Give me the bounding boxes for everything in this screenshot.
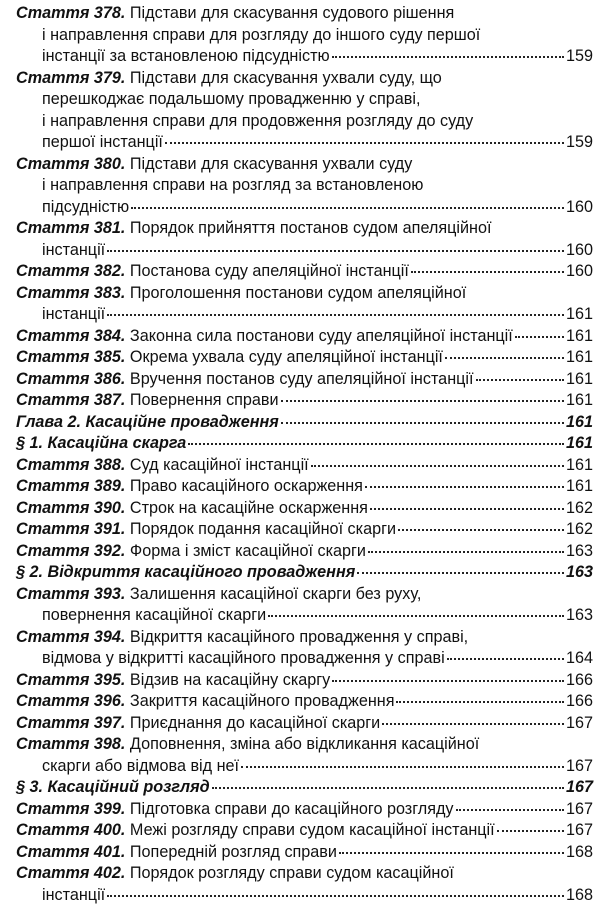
dot-leader bbox=[445, 357, 564, 359]
entry-title: і направлення справи на розгляд за встановленою bbox=[42, 175, 423, 197]
page-number: 167 bbox=[566, 777, 590, 799]
toc-line bbox=[16, 390, 590, 412]
entry-title: Постанова суду апеляційної інстанції bbox=[130, 261, 409, 283]
dot-leader bbox=[107, 250, 564, 252]
entry-title: Підстави для скасування ухвали суду bbox=[130, 154, 412, 176]
entry-title: повернення касаційної скарги bbox=[42, 605, 266, 627]
toc-entry bbox=[16, 347, 590, 369]
dot-leader bbox=[398, 529, 564, 531]
toc-line bbox=[16, 541, 590, 563]
article-label: Стаття 385. bbox=[16, 347, 125, 369]
toc-entry bbox=[16, 476, 590, 498]
dot-leader bbox=[357, 572, 564, 574]
dot-leader bbox=[456, 809, 565, 811]
article-label: Стаття 387. bbox=[16, 390, 125, 412]
toc-entry bbox=[16, 519, 590, 541]
page-number: 159 bbox=[566, 132, 590, 154]
entry-title: і направлення справи для продовження розгляду до суду bbox=[42, 111, 473, 133]
toc-line bbox=[16, 627, 590, 649]
toc-line bbox=[16, 175, 590, 197]
toc-line bbox=[16, 304, 590, 326]
toc-line bbox=[16, 412, 590, 434]
entry-title: Порядок подання касаційної скарги bbox=[130, 519, 396, 541]
article-label: Стаття 391. bbox=[16, 519, 125, 541]
dot-leader bbox=[447, 658, 564, 660]
toc-line bbox=[16, 455, 590, 477]
toc-line bbox=[16, 799, 590, 821]
toc-line bbox=[16, 777, 590, 799]
article-label: Стаття 381. bbox=[16, 218, 125, 240]
toc-line bbox=[16, 605, 590, 627]
toc-line bbox=[16, 283, 590, 305]
article-label: Стаття 378. bbox=[16, 3, 125, 25]
page-number: 163 bbox=[566, 562, 590, 584]
dot-leader bbox=[365, 486, 564, 488]
toc-line bbox=[16, 820, 590, 842]
toc-entry bbox=[16, 326, 590, 348]
entry-title: Строк на касаційне оскарження bbox=[130, 498, 368, 520]
entry-title: Право касаційного оскарження bbox=[130, 476, 363, 498]
toc-line bbox=[16, 197, 590, 219]
toc-line bbox=[16, 46, 590, 68]
page-number: 167 bbox=[566, 756, 590, 778]
entry-title: інстанції bbox=[42, 304, 105, 326]
page-number: 164 bbox=[566, 648, 590, 670]
article-label: Стаття 388. bbox=[16, 455, 125, 477]
page-number: 161 bbox=[566, 476, 590, 498]
article-label: Стаття 399. bbox=[16, 799, 125, 821]
dot-leader bbox=[281, 422, 564, 424]
toc-entry bbox=[16, 455, 590, 477]
toc-entry bbox=[16, 390, 590, 412]
entry-title: інстанції за встановленою підсудністю bbox=[42, 46, 330, 68]
article-label: Стаття 392. bbox=[16, 541, 125, 563]
toc-section-heading bbox=[16, 777, 590, 799]
toc-line bbox=[16, 885, 590, 906]
page-number: 168 bbox=[566, 842, 590, 864]
toc-line bbox=[16, 111, 590, 133]
toc-entry bbox=[16, 842, 590, 864]
toc-entry bbox=[16, 261, 590, 283]
toc-line bbox=[16, 326, 590, 348]
article-label: Стаття 395. bbox=[16, 670, 125, 692]
dot-leader bbox=[212, 787, 564, 789]
page-number: 167 bbox=[566, 820, 590, 842]
entry-title: Попередній розгляд справи bbox=[130, 842, 337, 864]
page-number: 166 bbox=[566, 691, 590, 713]
entry-title: Залишення касаційної скарги без руху, bbox=[130, 584, 421, 606]
toc-line bbox=[16, 842, 590, 864]
toc-line bbox=[16, 68, 590, 90]
toc-line bbox=[16, 584, 590, 606]
dot-leader bbox=[332, 680, 564, 682]
entry-title: Суд касаційної інстанції bbox=[130, 455, 309, 477]
toc-entry bbox=[16, 820, 590, 842]
entry-title: Доповнення, зміна або відкликання касаційної bbox=[130, 734, 479, 756]
article-label: Стаття 386. bbox=[16, 369, 125, 391]
page-number: 160 bbox=[566, 240, 590, 262]
toc-line bbox=[16, 89, 590, 111]
page-number: 168 bbox=[566, 885, 590, 906]
toc-line bbox=[16, 498, 590, 520]
page-number: 163 bbox=[566, 541, 590, 563]
toc-entry bbox=[16, 863, 590, 906]
toc-line bbox=[16, 132, 590, 154]
entry-title: перешкоджає подальшому провадженню у справі, bbox=[42, 89, 420, 111]
entry-title: Відкриття касаційного провадження у справі, bbox=[130, 627, 468, 649]
page-number: 162 bbox=[566, 498, 590, 520]
entry-title: Підстави для скасування ухвали суду, що bbox=[130, 68, 442, 90]
toc-entry bbox=[16, 670, 590, 692]
toc-line bbox=[16, 863, 590, 885]
dot-leader bbox=[311, 465, 564, 467]
toc-line bbox=[16, 347, 590, 369]
toc-entry bbox=[16, 584, 590, 627]
toc-entry bbox=[16, 498, 590, 520]
entry-title: Глава 2. Касаційне провадження bbox=[16, 412, 279, 434]
dot-leader bbox=[107, 314, 564, 316]
dot-leader bbox=[370, 508, 564, 510]
entry-title: Приєднання до касаційної скарги bbox=[130, 713, 380, 735]
entry-title: Окрема ухвала суду апеляційної інстанції bbox=[130, 347, 443, 369]
entry-title: Порядок прийняття постанов судом апеляційної bbox=[130, 218, 492, 240]
toc-line bbox=[16, 713, 590, 735]
toc-line bbox=[16, 3, 590, 25]
article-label: Стаття 382. bbox=[16, 261, 125, 283]
article-label: Стаття 393. bbox=[16, 584, 125, 606]
page-number: 161 bbox=[566, 304, 590, 326]
toc-entry bbox=[16, 154, 590, 219]
toc-line bbox=[16, 756, 590, 778]
page-number: 161 bbox=[566, 390, 590, 412]
entry-title: Межі розгляду справи судом касаційної інстанції bbox=[130, 820, 495, 842]
entry-title: інстанції bbox=[42, 240, 105, 262]
article-label: Стаття 400. bbox=[16, 820, 125, 842]
toc-entry bbox=[16, 3, 590, 68]
dot-leader bbox=[382, 723, 564, 725]
entry-title: § 3. Касаційний розгляд bbox=[16, 777, 210, 799]
page-number: 162 bbox=[566, 519, 590, 541]
entry-title: скарги або відмова від неї bbox=[42, 756, 239, 778]
entry-title: Повернення справи bbox=[130, 390, 279, 412]
article-label: Стаття 398. bbox=[16, 734, 125, 756]
dot-leader bbox=[396, 701, 564, 703]
article-label: Стаття 384. bbox=[16, 326, 125, 348]
entry-title: інстанції bbox=[42, 885, 105, 906]
toc-line bbox=[16, 691, 590, 713]
toc-line bbox=[16, 519, 590, 541]
toc-entry bbox=[16, 541, 590, 563]
toc-line bbox=[16, 369, 590, 391]
page-number: 160 bbox=[566, 197, 590, 219]
toc-entry bbox=[16, 713, 590, 735]
toc-entry bbox=[16, 627, 590, 670]
toc-entry bbox=[16, 691, 590, 713]
entry-title: Порядок розгляду справи судом касаційної bbox=[130, 863, 454, 885]
dot-leader bbox=[268, 615, 564, 617]
toc-line bbox=[16, 476, 590, 498]
dot-leader bbox=[332, 56, 564, 58]
article-label: Стаття 379. bbox=[16, 68, 125, 90]
dot-leader bbox=[411, 271, 564, 273]
article-label: Стаття 396. bbox=[16, 691, 125, 713]
dot-leader bbox=[131, 207, 564, 209]
entry-title: першої інстанції bbox=[42, 132, 163, 154]
page-number: 161 bbox=[566, 412, 590, 434]
page-number: 159 bbox=[566, 46, 590, 68]
toc-entry bbox=[16, 68, 590, 154]
entry-title: Відзив на касаційну скаргу bbox=[130, 670, 330, 692]
toc-line bbox=[16, 218, 590, 240]
toc-entry bbox=[16, 218, 590, 261]
dot-leader bbox=[241, 766, 564, 768]
dot-leader bbox=[165, 142, 564, 144]
page-number: 163 bbox=[566, 605, 590, 627]
toc-line bbox=[16, 562, 590, 584]
article-label: Стаття 397. bbox=[16, 713, 125, 735]
entry-title: Форма і зміст касаційної скарги bbox=[130, 541, 366, 563]
entry-title: Вручення постанов суду апеляційної інстанції bbox=[130, 369, 474, 391]
toc-entry bbox=[16, 734, 590, 777]
page-number: 161 bbox=[566, 455, 590, 477]
dot-leader bbox=[339, 852, 564, 854]
page-number: 167 bbox=[566, 799, 590, 821]
entry-title: відмова у відкритті касаційного провадження у справі bbox=[42, 648, 445, 670]
page-number: 161 bbox=[566, 369, 590, 391]
entry-title: Підготовка справи до касаційного розгляду bbox=[130, 799, 454, 821]
entry-title: Підстави для скасування судового рішення bbox=[130, 3, 454, 25]
dot-leader bbox=[515, 336, 564, 338]
article-label: Стаття 380. bbox=[16, 154, 125, 176]
entry-title: § 1. Касаційна скарга bbox=[16, 433, 186, 455]
article-label: Стаття 394. bbox=[16, 627, 125, 649]
entry-title: Законна сила постанови суду апеляційної інстанції bbox=[130, 326, 513, 348]
dot-leader bbox=[188, 443, 564, 445]
dot-leader bbox=[281, 400, 564, 402]
toc-entry bbox=[16, 799, 590, 821]
article-label: Стаття 390. bbox=[16, 498, 125, 520]
dot-leader bbox=[368, 551, 564, 553]
page-number: 166 bbox=[566, 670, 590, 692]
entry-title: і направлення справи для розгляду до іншого суду першої bbox=[42, 25, 480, 47]
toc-entry bbox=[16, 369, 590, 391]
entry-title: Проголошення постанови судом апеляційної bbox=[130, 283, 466, 305]
toc-line bbox=[16, 154, 590, 176]
page-number: 161 bbox=[566, 326, 590, 348]
toc-section-heading bbox=[16, 433, 590, 455]
article-label: Стаття 402. bbox=[16, 863, 125, 885]
entry-title: § 2. Відкриття касаційного провадження bbox=[16, 562, 355, 584]
page-number: 167 bbox=[566, 713, 590, 735]
toc-line bbox=[16, 240, 590, 262]
page-number: 161 bbox=[566, 347, 590, 369]
toc-section-heading bbox=[16, 562, 590, 584]
dot-leader bbox=[476, 379, 565, 381]
page-number: 160 bbox=[566, 261, 590, 283]
entry-title: Закриття касаційного провадження bbox=[130, 691, 395, 713]
toc-line bbox=[16, 648, 590, 670]
toc-line bbox=[16, 734, 590, 756]
article-label: Стаття 389. bbox=[16, 476, 125, 498]
toc-entry bbox=[16, 283, 590, 326]
toc-line bbox=[16, 25, 590, 47]
article-label: Стаття 401. bbox=[16, 842, 125, 864]
toc-line bbox=[16, 670, 590, 692]
dot-leader bbox=[107, 895, 564, 897]
entry-title: підсудністю bbox=[42, 197, 129, 219]
dot-leader bbox=[497, 830, 564, 832]
article-label: Стаття 383. bbox=[16, 283, 125, 305]
page-number: 161 bbox=[566, 433, 590, 455]
toc-section-heading bbox=[16, 412, 590, 434]
toc-line bbox=[16, 433, 590, 455]
toc-line bbox=[16, 261, 590, 283]
